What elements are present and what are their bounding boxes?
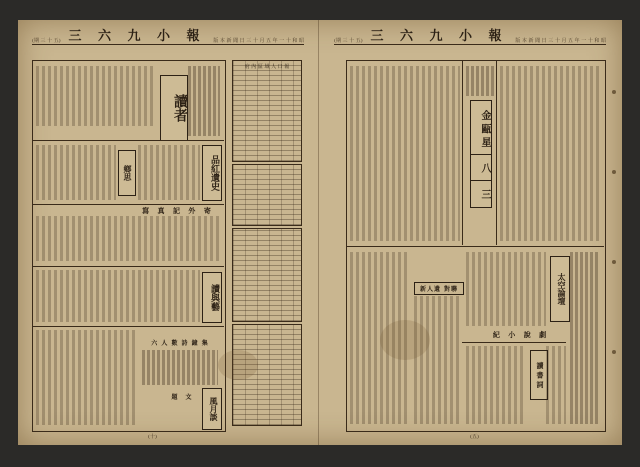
stats-table-header: 府 內 區 域 人 口 報 (244, 64, 290, 70)
left-text-block (188, 66, 220, 136)
paper-stain (380, 320, 430, 360)
right-title-box-2: 八 (470, 154, 492, 182)
left-text-block (36, 216, 220, 261)
left-issue-number: (期 三 十 五) (32, 38, 61, 44)
binding-hole (612, 90, 616, 94)
section-divider (32, 204, 224, 205)
left-heading-1: 寫 真 記 外 寄 (142, 206, 214, 215)
binding-hole (612, 170, 616, 174)
stats-table (232, 164, 302, 226)
left-title-box-1: 讀者 (160, 75, 188, 141)
left-title-box-5: 風月談 (202, 388, 222, 430)
section-divider (32, 266, 224, 267)
left-title-box-4: 讀與藝 (202, 272, 222, 323)
right-masthead: 三 六 九 小 報 (370, 29, 508, 44)
left-date-line: 版 本 新 聞 日 三 十 月 五 年 一 十 和 昭 (213, 38, 304, 44)
right-date-line: 版 本 新 聞 日 三 十 月 五 年 一 十 和 昭 (515, 38, 606, 44)
left-page-number: (十) (148, 434, 157, 440)
right-text-block (414, 296, 460, 424)
stats-table (232, 60, 302, 162)
right-issue-number: (期 三 十 五) (334, 38, 363, 44)
column-divider (462, 60, 463, 245)
right-heading-1: 紀 小 說 劇 (492, 330, 550, 339)
left-page (18, 20, 319, 445)
right-page-number: (五) (470, 434, 479, 440)
section-divider (462, 342, 566, 343)
paper-stain (218, 350, 258, 380)
right-text-block (570, 252, 600, 424)
right-heading-2: 新人遺 對聯 (414, 282, 464, 295)
right-text-block (466, 346, 526, 424)
section-divider (32, 326, 224, 327)
right-title-box-1: 金 甌 星 (470, 100, 492, 156)
right-text-block (546, 346, 566, 424)
right-title-box-5: 讀 書 詞 (530, 350, 548, 400)
left-heading-2: 六 人 數 詩 鐘 集 (151, 340, 209, 347)
binding-hole (612, 260, 616, 264)
left-text-block (36, 270, 200, 322)
right-page-header (334, 24, 606, 45)
section-divider (32, 140, 224, 141)
left-page-header (32, 24, 304, 45)
left-text-block (138, 145, 200, 200)
right-title-box-4: 太空論壇 (550, 256, 570, 322)
left-text-block (36, 330, 136, 425)
left-text-block (36, 66, 156, 126)
left-text-block (142, 350, 218, 385)
right-text-block (350, 66, 460, 241)
stats-table (232, 228, 302, 322)
left-title-box-2: 鄉思 (118, 150, 136, 196)
newspaper-sheet (18, 20, 622, 445)
binding-hole (612, 350, 616, 354)
right-text-block (500, 66, 600, 241)
left-masthead: 三 六 九 小 報 (68, 29, 206, 44)
right-text-block (466, 252, 546, 326)
left-heading-3: 題 文 (171, 394, 195, 401)
right-text-block (466, 66, 494, 96)
left-title-box-3: 品紅遺史 (202, 145, 222, 201)
right-title-box-3: 三 (470, 180, 492, 208)
right-page (320, 20, 620, 445)
column-divider (496, 60, 497, 245)
section-divider (346, 246, 604, 247)
left-text-block (36, 145, 116, 200)
